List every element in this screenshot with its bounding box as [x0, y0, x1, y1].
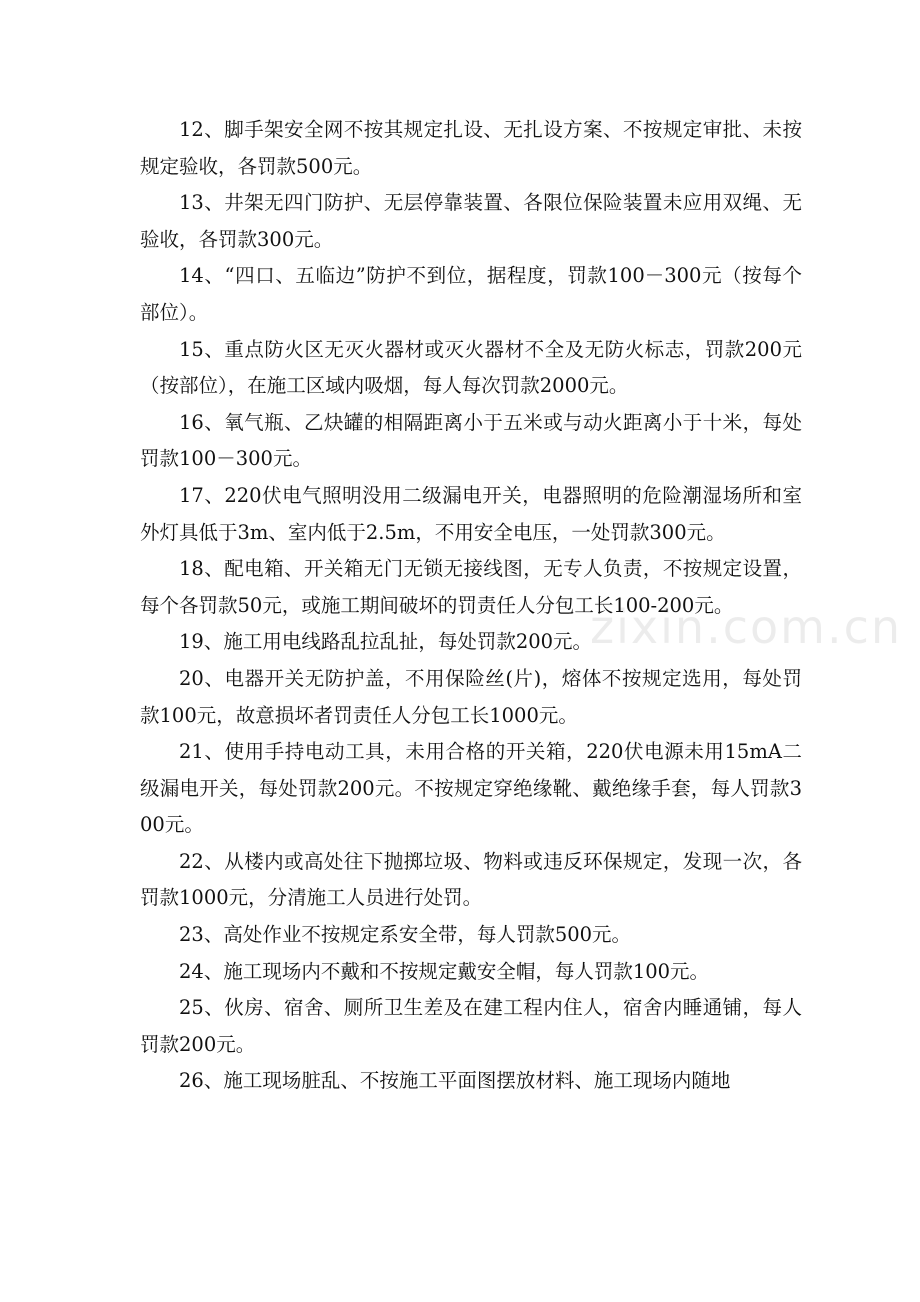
- paragraph-item-25: 25、伙房、宿舍、厕所卫生差及在建工程内住人，宿舍内睡通铺，每人罚款200元。: [140, 996, 802, 1056]
- paragraph-item-20: 20、电器开关无防护盖，不用保险丝(片)，熔体不按规定选用，每处罚款100元，故意损坏者罚责任人分包工长1000元。: [140, 666, 802, 727]
- paragraph-item-15: 15、重点防火区无灭火器材或灭火器材不全及无防火标志，罚款200元（按部位），在施工区域内吸烟，每人每次罚款2000元。: [140, 337, 802, 398]
- paragraph-item-18: 18、配电箱、开关箱无门无锁无接线图，无专人负责，不按规定设置，每个各罚款50元，或施工期间破坏的罚责任人分包工长100-200元。: [140, 557, 802, 617]
- document-body: [140, 112, 802, 1100]
- paragraph-item-13: 13、井架无四门防护、无层停靠装置、各限位保险装置未应用双绳、无验收，各罚款300元。: [140, 191, 802, 251]
- paragraph-item-12: 12、脚手架安全网不按其规定扎设、无扎设方案、不按规定审批、未按规定验收，各罚款500元。: [140, 118, 802, 178]
- paragraph-item-23: 23、高处作业不按规定系安全带，每人罚款500元。: [179, 923, 632, 947]
- paragraph-item-26: 26、施工现场脏乱、不按施工平面图摆放材料、施工现场内随地: [179, 1069, 731, 1093]
- paragraph-item-24: 24、施工现场内不戴和不按规定戴安全帽，每人罚款100元。: [179, 959, 710, 983]
- paragraph-item-17: 17、220伏电气照明没用二级漏电开关，电器照明的危险潮湿场所和室外灯具低于3m、室内低于2.5m，不用安全电压，一处罚款300元。: [140, 483, 802, 544]
- paragraph-item-14: 14、“四口、五临边”防护不到位，据程度，罚款100－300元（按每个部位）。: [140, 264, 802, 324]
- paragraph-item-22: 22、从楼内或高处往下抛掷垃圾、物料或违反环保规定，发现一次，各罚款1000元，分清施工人员进行处罚。: [140, 849, 802, 910]
- paragraph-item-19: 19、施工用电线路乱拉乱扯，每处罚款200元。: [179, 630, 593, 654]
- paragraph-item-16: 16、氧气瓶、乙炔罐的相隔距离小于五米或与动火距离小于十米，每处罚款100－300元。: [140, 410, 802, 471]
- paragraph-item-21: 21、使用手持电动工具，未用合格的开关箱，220伏电源未用15mA二级漏电开关，每处罚款200元。不按规定穿绝缘靴、戴绝缘手套，每人罚款300元。: [140, 740, 802, 837]
- watermark: zixin.com.cn: [590, 600, 903, 654]
